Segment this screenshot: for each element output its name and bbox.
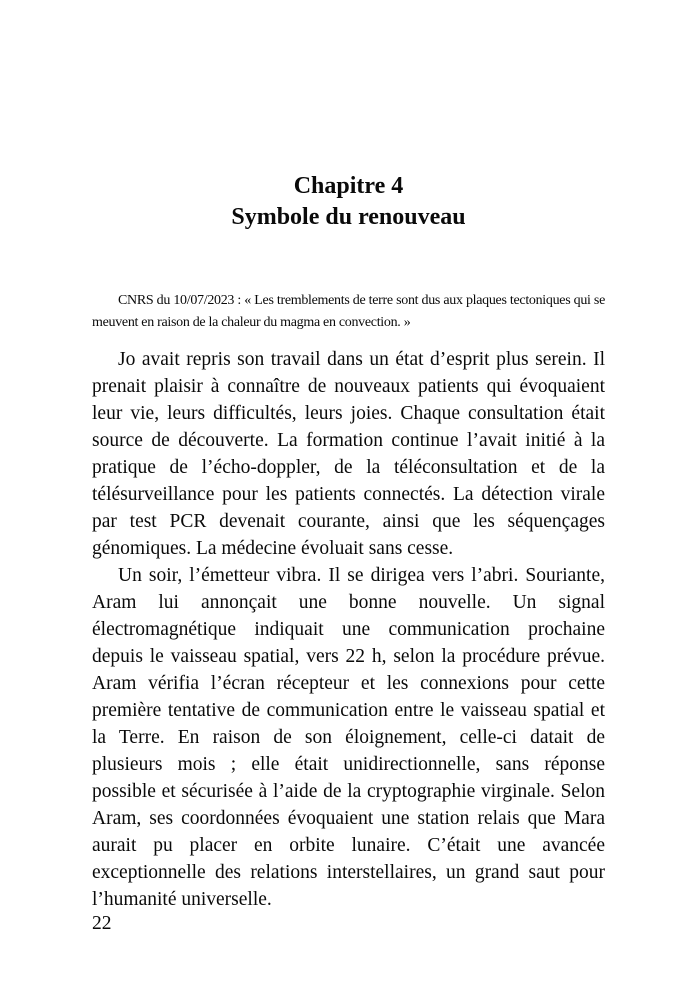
epigraph-line: meuvent en raison de la chaleur du magma en convection. »	[92, 314, 411, 330]
epigraph-line: CNRS du 10/07/2023 : « Les tremblements de terre sont dus aux plaques tectoniques qui se	[118, 293, 605, 308]
body-text	[92, 346, 605, 913]
epigraph	[92, 290, 605, 333]
chapter-number: Chapitre 4	[293, 173, 404, 199]
paragraph-1	[92, 346, 605, 562]
body-line: source de découverte. La formation continue l’avait initié à la	[92, 430, 605, 451]
body-line: aurait pu placer en orbite lunaire. C’était une avancée	[92, 835, 605, 856]
body-line: prenait plaisir à connaître de nouveaux patients qui évoquaient	[92, 376, 605, 397]
body-line: pratique de l’écho-doppler, de la téléconsultation et de la	[92, 457, 605, 478]
body-line: exceptionnelle des relations interstellaires, un grand saut pour	[92, 862, 605, 883]
chapter-title: Symbole du renouveau	[231, 204, 466, 230]
body-line: l’humanité universelle.	[92, 889, 272, 910]
body-line: Jo avait repris son travail dans un état d’esprit plus serein. Il	[118, 349, 605, 370]
body-line: possible et sécurisée à l’aide de la cryptographie virginale. Selon	[92, 781, 605, 802]
body-line: Aram, ses coordonnées évoquaient une station relais que Mara	[92, 808, 605, 829]
body-line: Un soir, l’émetteur vibra. Il se dirigea vers l’abri. Souriante,	[118, 565, 605, 586]
paragraph-2	[92, 562, 605, 913]
body-line: génomiques. La médecine évoluait sans cesse.	[92, 538, 454, 559]
body-line: Aram lui annonçait une bonne nouvelle. Un signal	[92, 592, 605, 613]
body-line: Aram vérifia l’écran récepteur et les connexions pour cette	[92, 673, 605, 694]
body-line: première tentative de communication entre le vaisseau spatial et	[92, 700, 605, 721]
body-line: électromagnétique indiquait une communication prochaine	[92, 619, 605, 640]
body-line: télésurveillance pour les patients connectés. La détection virale	[92, 484, 605, 505]
body-line: par test PCR devenait courante, ainsi que les séquençages	[92, 511, 605, 532]
body-line: depuis le vaisseau spatial, vers 22 h, selon la procédure prévue.	[92, 646, 605, 667]
body-line: plusieurs mois ; elle était unidirectionnelle, sans réponse	[92, 754, 605, 775]
body-line: la Terre. En raison de son éloignement, celle-ci datait de	[92, 727, 605, 748]
page-number: 22	[92, 913, 112, 934]
chapter-heading	[92, 171, 605, 233]
body-line: leur vie, leurs difficultés, leurs joies. Chaque consultation était	[92, 403, 605, 424]
